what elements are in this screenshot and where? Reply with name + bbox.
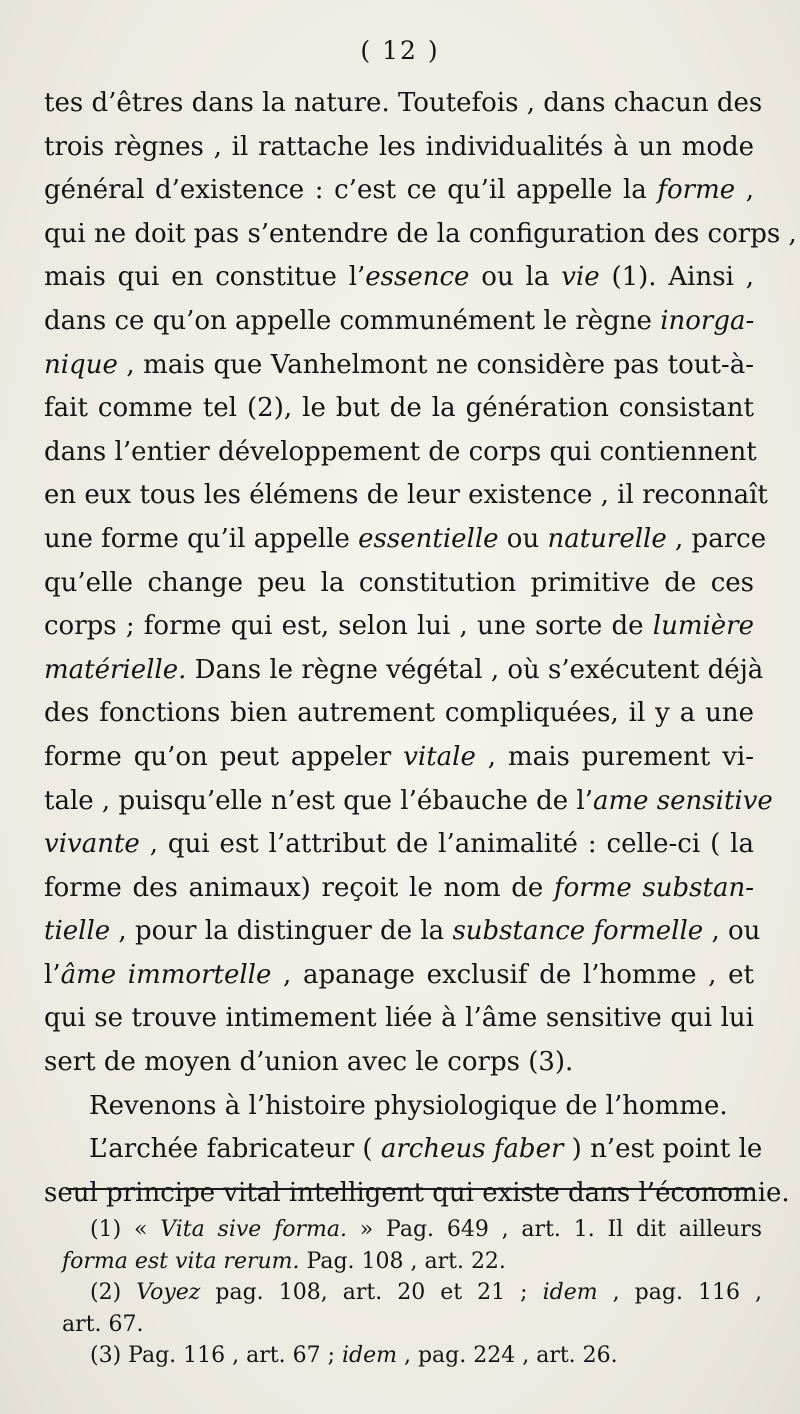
- italic-text: âme immortelle: [60, 959, 272, 990]
- italic-text: forme: [657, 175, 736, 206]
- text-line: [44, 692, 754, 736]
- text-line: [44, 387, 754, 431]
- text-run: tes d’êtres dans la nature. Toutefois , dans chacun des: [44, 88, 763, 118]
- italic-text: essence: [365, 262, 470, 293]
- text-run: sert de moyen d’union avec le corps (3).: [44, 1047, 574, 1078]
- body-text: [44, 82, 797, 1215]
- footnote-line: [62, 1309, 762, 1341]
- text-run: pag. 108, art. 20 et 21 ;: [200, 1280, 543, 1305]
- text-line: [44, 780, 773, 824]
- text-run: ) n’est point le: [563, 1134, 763, 1165]
- text-run: en eux tous les élémens de leur existence , il reconnaît: [44, 480, 768, 511]
- italic-text: essentielle: [358, 523, 499, 554]
- text-line: [44, 344, 754, 388]
- text-run: (2): [90, 1280, 137, 1305]
- text-run: des fonctions bien autrement compliquées, il y a une: [44, 698, 754, 729]
- text-run: une forme qu’il appelle: [44, 523, 359, 554]
- text-run: Pag. 108 , art. 22.: [299, 1248, 506, 1274]
- text-line: [44, 518, 767, 562]
- text-line: [44, 605, 754, 649]
- italic-text: vivante: [44, 829, 140, 860]
- text-run: (1) «: [90, 1217, 161, 1242]
- text-run: (1). Ainsi ,: [599, 262, 754, 293]
- text-line: [44, 213, 797, 257]
- text-run: corps ; forme qui est, selon lui , une sorte de: [44, 611, 653, 642]
- text-run: (3) Pag. 116 , art. 67 ;: [90, 1343, 342, 1368]
- text-run: , pag. 224 , art. 26.: [396, 1343, 618, 1368]
- text-run: , qui est l’attribut de l’animalité : celle-ci ( la: [139, 829, 754, 860]
- footnote-line: [62, 1246, 762, 1278]
- text-run: , parce: [666, 523, 767, 554]
- text-line: [44, 300, 754, 344]
- text-run: qui ne doit pas s’entendre de la configuration des corps ,: [44, 218, 797, 249]
- italic-text: ame sensitive: [593, 785, 773, 816]
- text-run: ou la: [469, 262, 562, 293]
- italic-text: Vita sive forma.: [160, 1217, 347, 1242]
- text-line: [44, 736, 754, 780]
- text-run: ou: [498, 523, 548, 554]
- text-line: [44, 82, 763, 126]
- text-line: [44, 126, 754, 170]
- footnote-line: [62, 1214, 762, 1246]
- text-run: ,: [735, 175, 754, 206]
- text-line: [44, 867, 754, 911]
- text-run: dans ce qu’on appelle communément le règne: [44, 305, 661, 336]
- text-run: L’archée fabricateur (: [89, 1134, 381, 1165]
- text-run: dans l’entier développement de corps qui contiennent: [44, 436, 757, 467]
- text-line: [44, 1128, 763, 1172]
- italic-text: vie: [561, 262, 600, 293]
- text-line: [44, 562, 754, 606]
- text-run: , mais que Vanhelmont ne considère pas tout-à-: [117, 349, 754, 380]
- text-line: [44, 256, 754, 300]
- italic-text: substance formelle: [452, 916, 704, 947]
- text-line: [44, 1041, 754, 1085]
- text-line: [44, 954, 754, 998]
- text-run: , apanage exclusif de l’homme , et: [271, 959, 755, 990]
- text-run: tale , puisqu’elle n’est que l’ébauche de l’: [44, 785, 593, 816]
- text-run: Dans le règne végétal , où s’exécutent déjà: [186, 654, 764, 685]
- footnote-line: [62, 1277, 762, 1309]
- text-run: , mais purement vi-: [475, 741, 754, 772]
- text-run: art. 67.: [62, 1311, 144, 1337]
- italic-text: nique: [44, 349, 118, 380]
- text-run: l’: [44, 959, 61, 990]
- text-line: [44, 823, 754, 867]
- italic-text: inorga-: [660, 305, 755, 336]
- text-line: [44, 910, 761, 954]
- text-line: [44, 169, 754, 213]
- text-run: qui se trouve intimement liée à l’âme sensitive qui lui: [44, 1003, 754, 1034]
- italic-text: vitale: [403, 741, 476, 772]
- text-run: mais qui en constitue l’: [44, 262, 366, 293]
- text-run: général d’existence : c’est ce qu’il appelle la: [44, 175, 658, 206]
- text-run: trois règnes , il rattache les individualités à un mode: [44, 131, 754, 162]
- italic-text: idem: [341, 1343, 397, 1368]
- text-run: forme des animaux) reçoit le nom de: [44, 872, 554, 903]
- text-run: » Pag. 649 , art. 1. Il dit ailleurs: [346, 1217, 762, 1242]
- text-run: , pag. 116 ,: [597, 1280, 762, 1305]
- text-line: [44, 431, 757, 475]
- italic-text: lumière: [652, 611, 754, 642]
- text-run: seul principe vital intelligent qui existe dans l’économie.: [44, 1177, 790, 1208]
- text-line: [44, 649, 764, 693]
- text-line: [44, 474, 768, 518]
- text-run: , ou: [703, 916, 761, 947]
- italic-text: Voyez: [136, 1280, 201, 1305]
- text-line: [44, 1172, 790, 1216]
- text-run: forme qu’on peut appeler: [44, 741, 404, 772]
- italic-text: idem: [542, 1280, 598, 1305]
- italic-text: matérielle.: [44, 654, 187, 685]
- italic-text: naturelle: [547, 523, 667, 554]
- text-run: qu’elle change peu la constitution primitive de ces: [44, 567, 754, 598]
- text-run: Revenons à l’histoire physiologique de l’homme.: [89, 1090, 728, 1121]
- footnotes: [62, 1214, 762, 1372]
- footnote-line: [62, 1340, 762, 1372]
- page-number: ( 12 ): [360, 36, 440, 65]
- text-line: [44, 1085, 754, 1129]
- italic-text: tielle: [44, 916, 111, 947]
- italic-text: forme substan-: [553, 872, 754, 903]
- text-run: , pour la distinguer de la: [110, 916, 453, 947]
- italic-text: forma est vita rerum.: [62, 1248, 300, 1274]
- italic-text: archeus faber: [380, 1134, 564, 1165]
- text-line: [44, 997, 754, 1041]
- footnote-separator-rule: [66, 1188, 754, 1190]
- text-run: fait comme tel (2), le but de la génération consistant: [44, 393, 754, 424]
